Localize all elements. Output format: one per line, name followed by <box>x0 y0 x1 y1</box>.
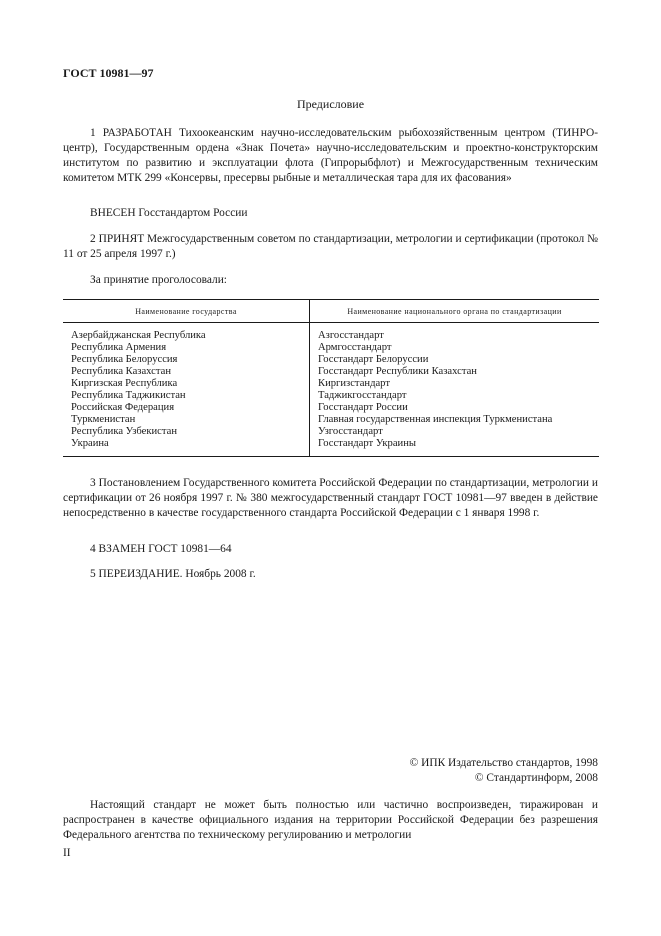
paragraph-reissue: 5 ПЕРЕИЗДАНИЕ. Ноябрь 2008 г. <box>90 568 256 580</box>
paragraph-developed-by: 1 РАЗРАБОТАН Тихоокеанским научно-исследовательским рыбохозяйственным центром (ТИНРО-центр), Государственным ордена «Знак Почета» научно-исследовательским и проектно-конструкторским институтом по развитию и эксплуатации флота (Гипрорыбфлот) и Межгосударственным техническим комитетом МТК 299 «Консервы, пресервы рыбные и металлическая тара для их фасования» <box>63 127 598 184</box>
paragraph-introduced-by: ВНЕСЕН Госстандартом России <box>90 207 248 219</box>
copyright-line: © ИПК Издательство стандартов, 1998 <box>409 757 598 769</box>
paragraph-adopted-by: 2 ПРИНЯТ Межгосударственным советом по стандартизации, метрологии и сертификации (протокол № 11 от 25 апреля 1997 г.) <box>63 233 598 260</box>
national-body-name: Таджикгосстандарт <box>318 390 407 401</box>
column-header-state: Наименование государства <box>63 300 310 323</box>
paragraph-replaces: 4 ВЗАМЕН ГОСТ 10981—64 <box>90 543 232 555</box>
state-name: Республика Армения <box>71 342 167 353</box>
state-name: Азербайджанская Республика <box>71 330 206 341</box>
paragraph-voted-for: За принятие проголосовали: <box>90 274 227 286</box>
state-name: Республика Таджикистан <box>71 390 186 401</box>
table-row <box>63 323 599 457</box>
document-header: ГОСТ 10981—97 <box>63 66 154 80</box>
bodies-column <box>310 323 600 457</box>
reproduction-notice: Настоящий стандарт не может быть полностью или частично воспроизведен, тиражирован и распространен в качестве официального издания на территории Российской Федерации без разрешения Федерального агентства по техническому регулированию и метрологии <box>63 799 598 841</box>
national-body-name: Азгосстандарт <box>318 330 384 341</box>
state-name: Республика Узбекистан <box>71 426 178 437</box>
national-body-name: Армгосстандарт <box>318 342 392 353</box>
state-name: Республика Казахстан <box>71 366 172 377</box>
section-title: Предисловие <box>296 97 365 111</box>
national-body-name: Госстандарт Белоруссии <box>318 354 429 365</box>
state-name: Киргизская Республика <box>71 378 178 389</box>
national-body-name: Госстандарт России <box>318 402 408 413</box>
states-column <box>63 323 310 457</box>
state-name: Украина <box>71 438 109 449</box>
state-name: Российская Федерация <box>71 402 175 413</box>
copyright-line: © Стандартинформ, 2008 <box>474 772 598 784</box>
national-body-name: Госстандарт Республики Казахстан <box>318 366 477 377</box>
state-name: Туркменистан <box>71 414 136 425</box>
column-header-national-body: Наименование национального органа по стандартизации <box>310 300 600 323</box>
national-body-name: Узгосстандарт <box>318 426 383 437</box>
page-number: II <box>63 847 71 859</box>
paragraph-decree: 3 Постановлением Государственного комитета Российской Федерации по стандартизации, метрологии и сертификации от 26 ноября 1997 г. № 380 межгосударственный стандарт ГОСТ 10981—97 введен в действие непосредственно в качестве государственного стандарта Российской Федерации с 1 января 1998 г. <box>63 477 598 519</box>
national-body-name: Госстандарт Украины <box>318 438 416 449</box>
state-name: Республика Белоруссия <box>71 354 178 365</box>
copyright-block <box>410 756 598 786</box>
table-header-row <box>63 300 599 323</box>
voting-states-table <box>63 299 599 457</box>
national-body-name: Киргизстандарт <box>318 378 390 389</box>
national-body-name: Главная государственная инспекция Туркменистана <box>318 414 553 425</box>
